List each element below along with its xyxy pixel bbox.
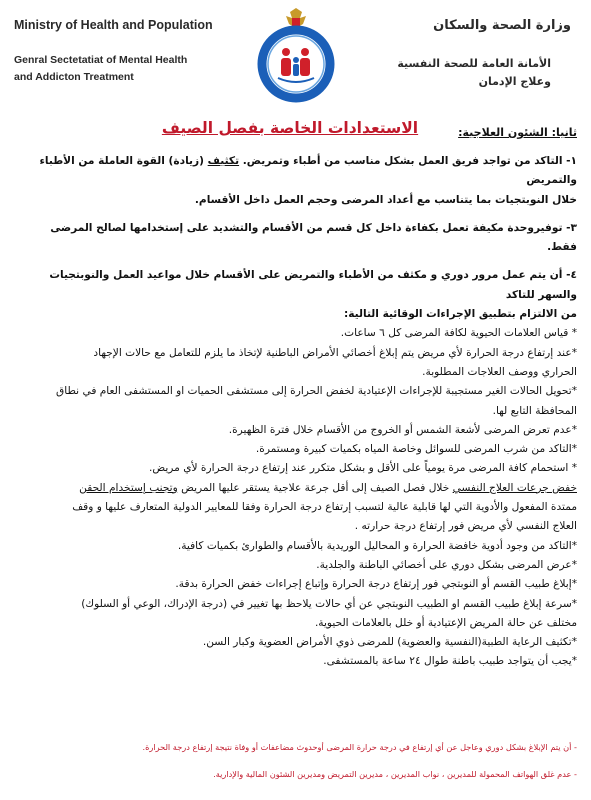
bullet-transfer-line-1: *تحويل الحالات الغير مستجيبة للإجراءات الإعتيادية لخفض الحرارة إلى مستشفى الحميات او المستشفى العام في نطاق (56, 385, 577, 398)
bullet-internist-24h: *يجب أن يتواجد طبيب باطنة طوال ٢٤ ساعة بالمستشفى. (323, 655, 577, 668)
secretariat-name-ar-line2: وعلاج الإدمان (478, 75, 551, 88)
bullet-fluids: *التاكد من شرب المرضى للسوائل وخاصة المياه بكميات كبيرة ومستمرة. (255, 443, 577, 456)
para-dose-line-2: ممتدة المفعول والأدوية التي لها قابلية عالية لتسبب إرتفاع درجة الحرارة وفقا للمعايير الدولية المتعارف عليها و وقف (72, 501, 577, 514)
bullet-notify-doctor: *إبلاغ طبيب القسم أو النوبتجي فور إرتفاع درجة الحرارة وإتباع إجراءات خفض الحرارة بدقة. (175, 578, 577, 591)
bullet-urgent-report-line-1: *سرعة إبلاغ طبيب القسم او الطبيب النوبتجي عن أي حالات يلاحظ بها تغيير في (درجة الإدراك، الوعي أو السلوك) (81, 597, 577, 610)
note-phones: - عدم غلق الهواتف المحمولة للمديرين ، نواب المديرين ، مديرين التمريض ومديرين الشئون المالية والإدارية. (213, 769, 577, 779)
item-4-line-1: ٤- أن يتم عمل مرور دوري و مكثف من الأطباء والتمريض على الأقسام خلال مواعيد العمل والنوبتجيات والسهر للتاكد (49, 269, 577, 301)
bullet-sun-exposure: *عدم تعرض المرضى لأشعة الشمس أو الخروج من الأقسام خلال فترة الظهيرة. (228, 423, 577, 436)
header-arabic (381, 18, 571, 91)
header-english (14, 18, 214, 86)
secretariat-name-en-line2: and Addicton Treatment (14, 71, 134, 83)
para-dose-line-1: خفض جرعات العلاج النفسي خلال فصل الصيف إلى أقل جرعة علاجية يستقر عليها المريض وتجنب إستخدام الحقن (79, 481, 577, 494)
item-3: ٣- توفيروحدة مكيفة تعمل بكفاءة داخل كل قسم من الأقسام والتشديد على إستخدامها لصالح المرضى فقط. (50, 221, 577, 254)
ministry-name-en: Ministry of Health and Population (14, 18, 213, 32)
bullet-fever-line-2: الحراري ووصف العلاجات المطلوبة. (422, 365, 577, 378)
bullet-urgent-report-line-2: مختلف عن حالة المريض الإعتيادية أو خلل بالعلامات الحيوية. (314, 616, 577, 629)
secretariat-name-ar-line1: الأمانة العامة للصحة النفسية (397, 57, 551, 70)
item-1-line-1: ١- التاكد من تواجد فريق العمل بشكل مناسب من أطباء وتمريض. تكثيف (زيادة) القوة العاملة من الأطباء والتمريض (39, 155, 577, 187)
document-notes (20, 741, 577, 781)
bullet-internal-exam: *عرض المرضى بشكل دوري على أخصائي الباطنة والجلدية. (316, 558, 577, 571)
note-reporting: - أن يتم الإبلاغ بشكل دوري وعاجل عن أي إرتفاع في درجة حرارة المرضى أوحدوث مضاعفات أو وفاة نتيجة إرتفاع درجة الحرارة. (142, 742, 577, 752)
item-4-line-2: من الالتزام بتطبيق الإجراءات الوقائية التالية: (344, 308, 577, 321)
section-label: ثانيا: الشئون العلاجية: (458, 126, 577, 139)
para-dose-line-3: العلاج النفسي لأي مريض فور إرتفاع درجة حرارته . (354, 520, 577, 533)
document-body (20, 152, 577, 672)
bullet-bathing: * استحمام كافة المرضى مرة يومياً على الأقل و بشكل متكرر عند إرتفاع درجة الحرارة لأي مريض. (149, 462, 577, 475)
item-1-line-2: خلال النوبتجيات بما يتناسب مع أعداد المرضى وحجم العمل داخل الأقسام. (194, 193, 577, 206)
bullet-antipyretics: *التاكد من وجود أدوية خافضة الحرارة و المحاليل الوريدية بالأقسام والطوارئ بكميات كافية. (177, 539, 577, 552)
ministry-name-ar: وزارة الصحة والسكان (433, 18, 571, 33)
ministry-emblem-icon (246, 4, 346, 104)
bullet-vitals: * قياس العلامات الحيوية لكافة المرضى كل ٦ ساعات. (340, 327, 577, 340)
secretariat-name-en-line1: Genral Sectetatiat of Mental Health (14, 54, 188, 66)
bullet-fever-line-1: *عند إرتفاع درجة الحرارة لأي مريض يتم إبلاغ أخصائي الأمراض الباطنية لإتخاذ ما يلزم للتعامل مع حالات الإجهاد (93, 346, 577, 359)
bullet-transfer-line-2: المحافظة التابع لها. (492, 404, 577, 417)
document-title: الاستعدادات الخاصة بفصل الصيف (161, 119, 419, 137)
bullet-elderly-care: *تكثيف الرعاية الطبية(النفسية والعضوية) للمرضى ذوي الأمراض العضوية وكبار السن. (202, 636, 577, 649)
